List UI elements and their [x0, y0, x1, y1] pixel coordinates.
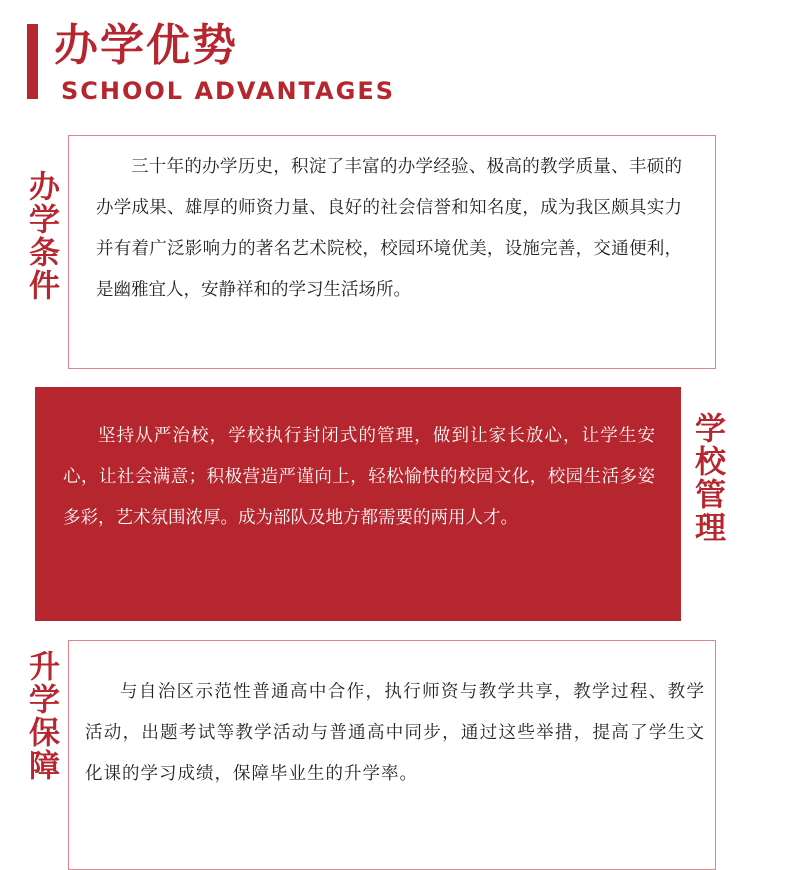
section-box: [68, 640, 716, 870]
section-text: 与自治区示范性普通高中合作，执行师资与教学共享，教学过程、教学活动，出题考试等教学活动与普通高中同步，通过这些举措，提高了学生文化课的学习成绩，保障毕业生的升学率。: [85, 682, 705, 784]
section-label: 办学条件: [23, 170, 59, 302]
section-label: 学校管理: [689, 412, 725, 544]
page-subtitle: SCHOOL ADVANTAGES: [61, 77, 395, 105]
page-title: 办学优势: [54, 20, 238, 71]
section-box: [68, 135, 716, 369]
header-accent-bar: [27, 24, 38, 99]
section-label: 升学保障: [23, 650, 59, 782]
section-text: 三十年的办学历史，积淀了丰富的办学经验、极高的教学质量、丰硕的办学成果、雄厚的师资力量、良好的社会信誉和知名度，成为我区颇具实力并有着广泛影响力的著名艺术院校，校园环境优美，设施完善，交通便利，是幽雅宜人，安静祥和的学习生活场所。: [96, 157, 682, 300]
section-box: [35, 387, 681, 621]
section-text: 坚持从严治校，学校执行封闭式的管理，做到让家长放心，让学生安心，让社会满意；积极营造严谨向上，轻松愉快的校园文化，校园生活多姿多彩，艺术氛围浓厚。成为部队及地方都需要的两用人才。: [63, 426, 655, 528]
